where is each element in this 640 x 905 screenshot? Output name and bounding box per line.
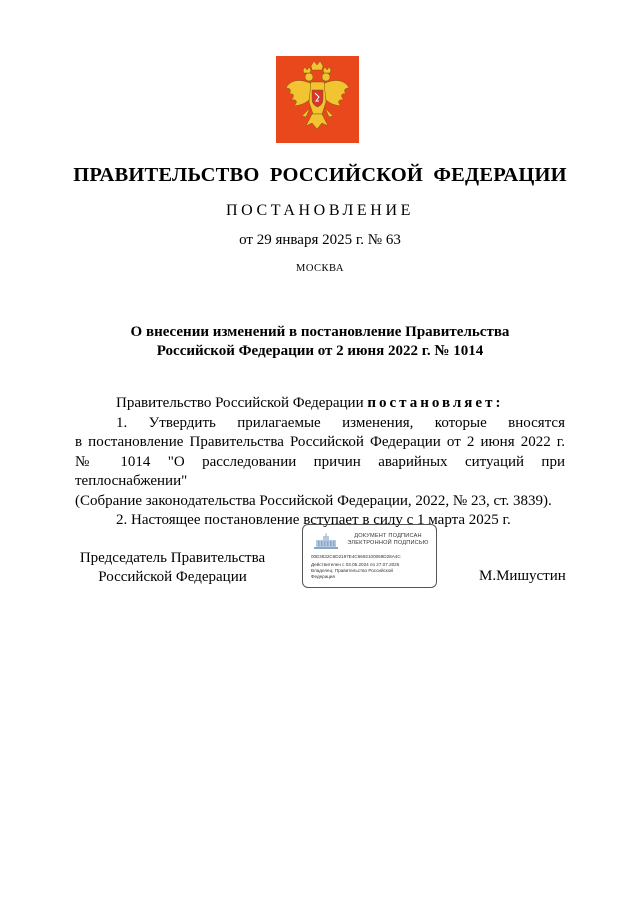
document-city: МОСКВА — [296, 263, 344, 274]
document-type: ПОСТАНОВЛЕНИЕ — [226, 202, 414, 219]
coat-of-arms-emblem — [276, 56, 359, 143]
stamp-heading: ДОКУМЕНТ ПОДПИСАН ЭЛЕКТРОННОЙ ПОДПИСЬЮ — [347, 533, 429, 546]
signer-name: М.Мишустин — [479, 568, 566, 584]
intro-text: Правительство Российской Федерации — [116, 395, 364, 411]
signer-title — [75, 549, 270, 587]
item1-line-4: (Собрание законодательства Российской Федерации, 2022, № 23, ст. 3839). — [75, 492, 552, 509]
intro-paragraph — [75, 394, 565, 414]
subject-line-2: Российской Федерации от 2 июня 2022 г. № 1014 — [156, 343, 484, 359]
document-date-number: от 29 января 2025 г. № 63 — [239, 232, 401, 248]
signer-title-line-2: Российской Федерации — [98, 569, 247, 585]
stamp-owner-line-1: Владелец: Правительство Российской — [311, 568, 393, 573]
stamp-owner-line-2: Федерация — [311, 574, 335, 579]
subject-line-1: О внесении изменений в постановление Правительства — [130, 324, 510, 340]
document-body — [75, 394, 565, 531]
government-title: ПРАВИТЕЛЬСТВО РОССИЙСКОЙ ФЕДЕРАЦИИ — [73, 164, 567, 186]
electronic-signature-stamp — [302, 524, 437, 588]
item1-line-2: в постановление Правительства Российской Федерации от 2 июня 2022 г. — [75, 434, 565, 450]
item1-line-3: № 1014 "О расследовании причин аварийных ситуаций при теплоснабжении" — [75, 453, 565, 489]
item2-paragraph: 2. Настоящее постановление вступает в силу с 1 марта 2025 г. — [116, 512, 511, 528]
government-building-icon — [313, 533, 339, 550]
stamp-validity: Действителен с 03.05.2024 по 27.07.2025 — [311, 562, 400, 567]
item1-line-1: 1. Утвердить прилагаемые изменения, которые вносятся — [116, 414, 565, 431]
intro-action: постановляет: — [367, 395, 504, 411]
document-subject — [0, 323, 640, 361]
stamp-certificate: 00E3632C6D2197E4C6692100069D28A4C — [311, 554, 401, 559]
signer-title-line-1: Председатель Правительства — [79, 550, 266, 566]
